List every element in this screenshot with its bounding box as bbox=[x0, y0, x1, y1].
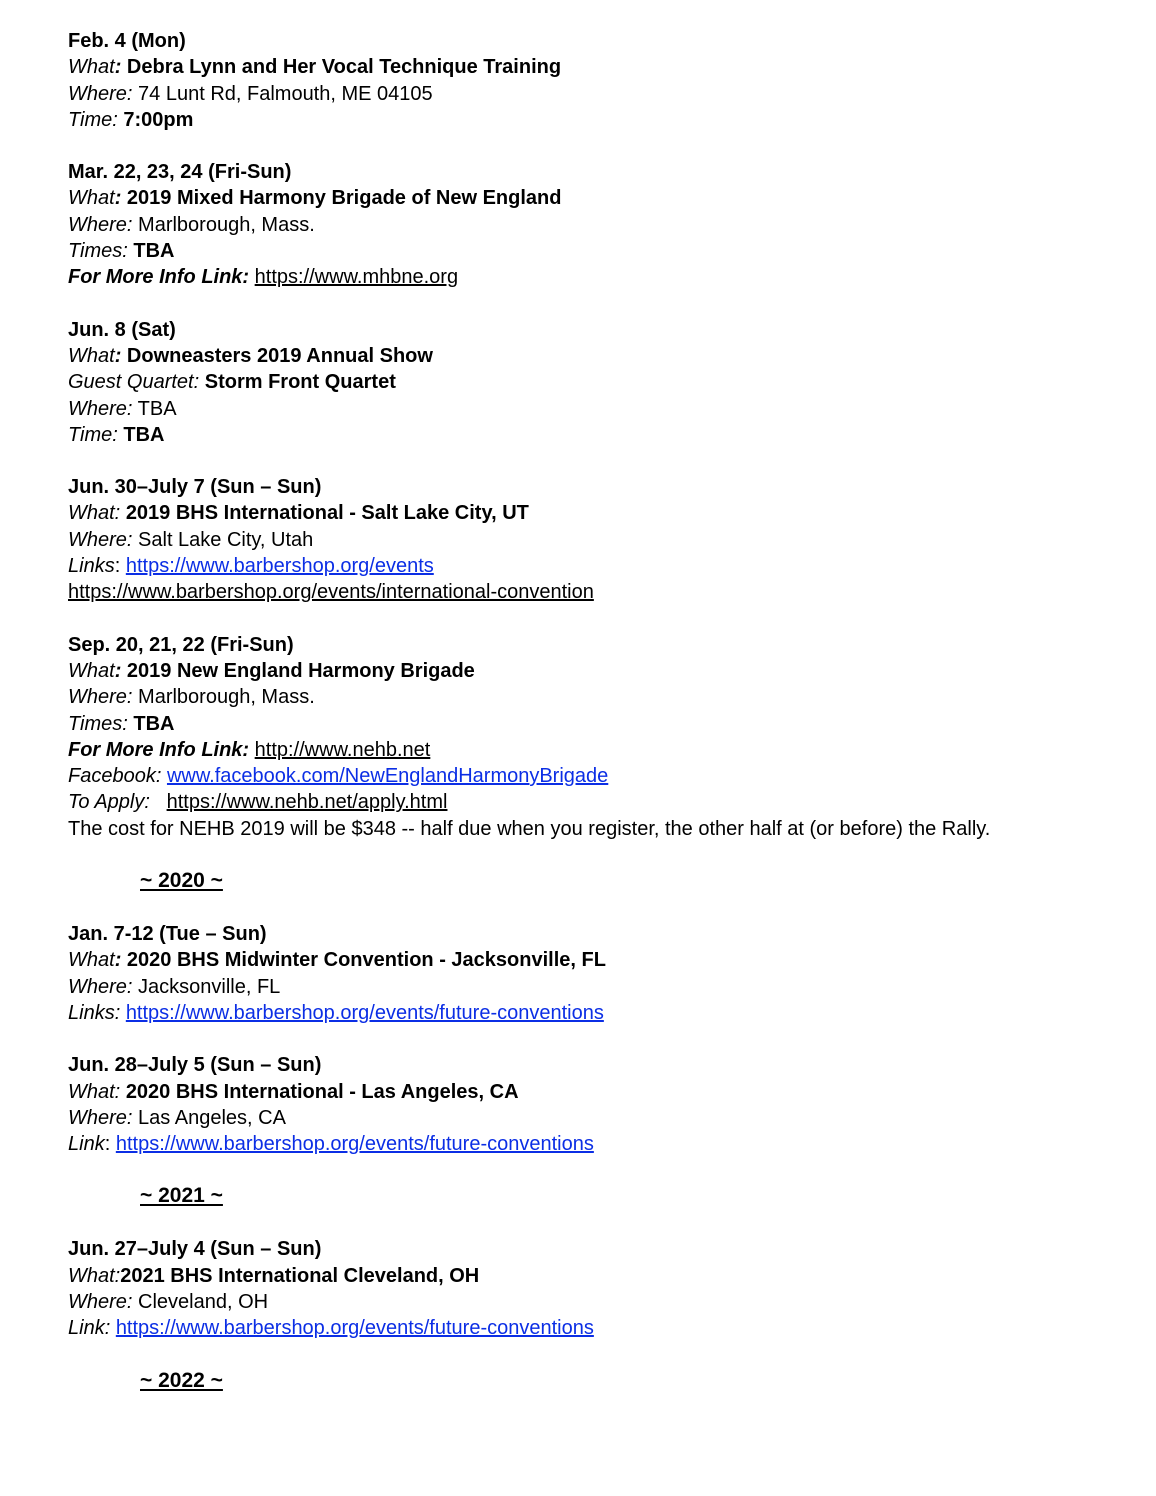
links-label: Links bbox=[68, 555, 115, 578]
event-what: 2019 New England Harmony Brigade bbox=[126, 659, 475, 682]
where-label: Where: bbox=[68, 975, 133, 998]
info-link[interactable]: https://www.mhbne.org bbox=[254, 266, 459, 289]
future-conventions-link[interactable]: https://www.barbershop.org/events/future-conventions bbox=[115, 1133, 594, 1156]
guest-label: Guest Quartet: bbox=[68, 371, 200, 394]
where-label: Where: bbox=[68, 213, 133, 236]
links-label: Links: bbox=[68, 1001, 121, 1024]
where-label: Where: bbox=[68, 82, 133, 105]
time-label: Times: bbox=[68, 240, 128, 263]
where-label: Where: bbox=[68, 686, 133, 709]
event-where: TBA bbox=[137, 397, 177, 420]
event-date: Mar. 22, 23, 24 (Fri-Sun) bbox=[68, 161, 292, 184]
international-convention-link[interactable]: https://www.barbershop.org/events/international-convention bbox=[68, 581, 594, 604]
what-label: What bbox=[68, 56, 115, 79]
info-label: For More Info Link: bbox=[68, 266, 250, 289]
event-links-line: Links: https://www.barbershop.org/events bbox=[68, 555, 434, 578]
event-where: 74 Lunt Rd, Falmouth, ME 04105 bbox=[138, 82, 433, 105]
event-date: Jan. 7-12 (Tue – Sun) bbox=[68, 923, 267, 946]
event-where-line bbox=[68, 974, 1128, 1000]
future-conventions-link[interactable]: https://www.barbershop.org/events/future-conventions bbox=[125, 1001, 604, 1024]
event-what: Downeasters 2019 Annual Show bbox=[126, 344, 433, 367]
year-heading-2022: ~ 2022 ~ bbox=[140, 1368, 223, 1392]
apply-label: To Apply: bbox=[68, 791, 150, 814]
event-where-line bbox=[68, 684, 1128, 710]
event-what-line: What: Debra Lynn and Her Vocal Technique Training bbox=[68, 56, 562, 79]
event-what: 2021 BHS International Cleveland, OH bbox=[120, 1264, 480, 1287]
event-time: TBA bbox=[133, 712, 175, 735]
event-date: Jun. 8 (Sat) bbox=[68, 318, 176, 341]
event-links-line bbox=[68, 1000, 1128, 1026]
event-where-line bbox=[68, 81, 1128, 107]
event-feb-4 bbox=[68, 28, 1128, 133]
event-jun-30 bbox=[68, 474, 1128, 605]
time-label: Time: bbox=[68, 108, 118, 131]
info-label: For More Info Link: bbox=[68, 738, 250, 761]
event-time-line bbox=[68, 107, 1128, 133]
event-mar-22 bbox=[68, 159, 1128, 290]
event-time: TBA bbox=[133, 240, 175, 263]
event-jan-7 bbox=[68, 921, 1128, 1026]
event-time-line bbox=[68, 238, 1128, 264]
time-label: Time: bbox=[68, 423, 118, 446]
event-what: 2020 BHS Midwinter Convention - Jacksonville, FL bbox=[126, 949, 606, 972]
event-what-line bbox=[68, 500, 1128, 526]
event-what-line: What: 2019 Mixed Harmony Brigade of New England bbox=[68, 187, 562, 210]
where-label: Where: bbox=[68, 1290, 133, 1313]
event-what-line: What: Downeasters 2019 Annual Show bbox=[68, 344, 433, 367]
event-guest: Storm Front Quartet bbox=[204, 371, 396, 394]
info-link[interactable]: http://www.nehb.net bbox=[254, 738, 431, 761]
where-label: Where: bbox=[68, 528, 133, 551]
facebook-label: Facebook: bbox=[68, 765, 162, 788]
year-heading-2020: ~ 2020 ~ bbox=[140, 869, 223, 893]
event-what-line bbox=[68, 1263, 1128, 1289]
event-date: Jun. 27–July 4 (Sun – Sun) bbox=[68, 1238, 322, 1261]
event-calendar-page bbox=[68, 28, 1128, 1421]
event-what: 2019 Mixed Harmony Brigade of New England bbox=[126, 187, 562, 210]
event-where-line bbox=[68, 527, 1128, 553]
event-where: Salt Lake City, Utah bbox=[138, 528, 314, 551]
event-time: TBA bbox=[123, 423, 165, 446]
events-link[interactable]: https://www.barbershop.org/events bbox=[125, 555, 434, 578]
what-label: What bbox=[68, 659, 115, 682]
what-label: What: bbox=[68, 1264, 121, 1287]
event-where-line bbox=[68, 396, 1128, 422]
event-date: Feb. 4 (Mon) bbox=[68, 30, 186, 52]
what-label: What: bbox=[68, 1080, 121, 1103]
future-conventions-link[interactable]: https://www.barbershop.org/events/future-conventions bbox=[115, 1317, 594, 1340]
time-label: Times: bbox=[68, 712, 128, 735]
what-label: What bbox=[68, 187, 115, 210]
event-apply-line bbox=[68, 789, 1128, 815]
what-label: What bbox=[68, 949, 115, 972]
event-info-line bbox=[68, 737, 1128, 763]
event-guest-line bbox=[68, 369, 1128, 395]
event-where-line bbox=[68, 1289, 1128, 1315]
event-what-line: What: 2020 BHS Midwinter Convention - Jacksonville, FL bbox=[68, 949, 606, 972]
what-label: What bbox=[68, 344, 115, 367]
facebook-link[interactable]: www.facebook.com/NewEnglandHarmonyBrigade bbox=[166, 765, 609, 788]
event-where: Marlborough, Mass. bbox=[138, 686, 315, 709]
event-date: Sep. 20, 21, 22 (Fri-Sun) bbox=[68, 633, 294, 656]
where-label: Where: bbox=[68, 397, 133, 420]
event-time-line bbox=[68, 422, 1128, 448]
event-jun-28 bbox=[68, 1052, 1128, 1157]
year-heading-2021: ~ 2021 ~ bbox=[140, 1184, 223, 1208]
event-what-line bbox=[68, 1079, 1128, 1105]
event-what: 2020 BHS International - Las Angeles, CA bbox=[125, 1080, 519, 1103]
event-facebook-line bbox=[68, 763, 1128, 789]
event-info-line bbox=[68, 264, 1128, 290]
event-what: Debra Lynn and Her Vocal Technique Training bbox=[126, 56, 562, 79]
event-what-line: What: 2019 New England Harmony Brigade bbox=[68, 659, 475, 682]
event-link-line: Link: https://www.barbershop.org/events/future-conventions bbox=[68, 1133, 594, 1156]
what-label: What: bbox=[68, 502, 121, 525]
event-date: Jun. 30–July 7 (Sun – Sun) bbox=[68, 476, 322, 499]
link-label: Link bbox=[68, 1133, 105, 1156]
link-label: Link: bbox=[68, 1317, 111, 1340]
event-where-line bbox=[68, 1105, 1128, 1131]
where-label: Where: bbox=[68, 1106, 133, 1129]
event-where: Las Angeles, CA bbox=[138, 1106, 286, 1129]
event-where: Cleveland, OH bbox=[138, 1290, 269, 1313]
event-link-line bbox=[68, 1315, 1128, 1341]
event-sep-20 bbox=[68, 632, 1128, 842]
apply-link[interactable]: https://www.nehb.net/apply.html bbox=[166, 791, 448, 814]
event-where-line bbox=[68, 212, 1128, 238]
event-where: Marlborough, Mass. bbox=[138, 213, 315, 236]
event-what: 2019 BHS International - Salt Lake City, UT bbox=[125, 502, 529, 525]
event-jun-27 bbox=[68, 1236, 1128, 1341]
event-jun-8 bbox=[68, 317, 1128, 448]
event-time: 7:00pm bbox=[123, 108, 194, 131]
event-date: Jun. 28–July 5 (Sun – Sun) bbox=[68, 1054, 322, 1077]
event-where: Jacksonville, FL bbox=[138, 975, 281, 998]
event-cost-note: The cost for NEHB 2019 will be $348 -- half due when you register, the other half at (or before) the Rally. bbox=[68, 817, 991, 840]
event-time-line bbox=[68, 711, 1128, 737]
